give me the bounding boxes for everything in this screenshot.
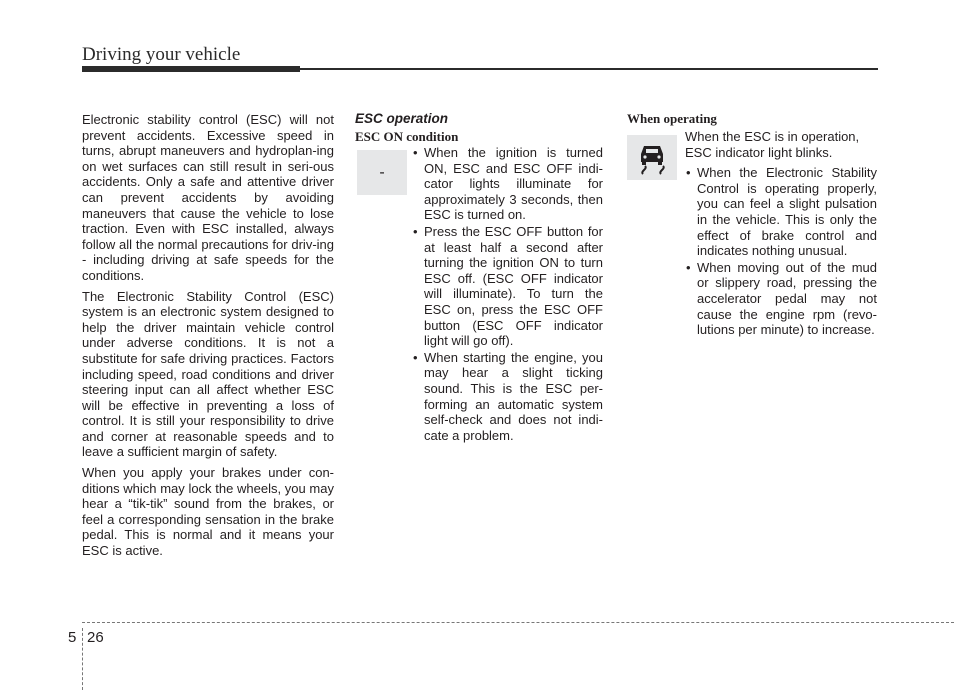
section-number: 5 [68, 629, 77, 646]
list-item: • When the Electronic Stability Control is operating properly, you can feel a slight pulsation in the vehicle. This is only the effect of brake control and indicates nothing unusual. [685, 165, 877, 259]
body-paragraph: When the ESC is in operation, ESC indicator light blinks. [685, 129, 860, 160]
list-item: • When starting the engine, you may hear a slight ticking sound. This is the ESC per-forming an automatic system self-check and does not indi-cate a problem. [412, 350, 603, 444]
middle-column [355, 111, 603, 146]
body-paragraph: Electronic stability control (ESC) will not prevent accidents. Excessive speed in turns, abrupt maneuvers and hydroplan-ing on wet surfaces can still result in seri-ous accidents. Only a safe and attentive driver can prevent accidents by avoiding maneuvers that cause the vehicle to lose traction. Even with ESC installed, always follow all the normal precautions for driv-ing - including driving at safe speeds for the conditions. [82, 112, 334, 283]
esc-skid-car-icon [634, 140, 670, 176]
right-column [627, 111, 877, 129]
page-header-title: Driving your vehicle [82, 44, 241, 65]
header-tab-bar [82, 66, 300, 72]
esc-off-indicator-placeholder [357, 150, 407, 195]
page-number: 26 [87, 629, 104, 646]
list-item: • Press the ESC OFF button for at least half a second after turning the ignition ON to turn ESC off. (ESC OFF indicator will illuminate). To turn the ESC on, press the ESC OFF button (ESC OFF indicator light will go off). [412, 224, 603, 349]
body-paragraph: When you apply your brakes under con-ditions which may lock the wheels, you may hear a “tik-tik” sound from the brakes, or feel a corresponding sensation in the brake pedal. This is normal and it means your ESC is active. [82, 465, 334, 559]
right-body [685, 129, 877, 339]
footer-rule [82, 622, 954, 623]
indicator-dash: - [379, 163, 385, 181]
body-paragraph: The Electronic Stability Control (ESC) system is an electronic system designed to help the driver maintain vehicle control under adverse conditions. It is not a substitute for safe driving practices. Factors including speed, road conditions and driver steering input can all affect whether ESC will be effective in preventing a loss of control. It is still your responsibility to drive and corner at reasonable speeds and to leave a sufficient margin of safety. [82, 288, 334, 460]
left-column [82, 112, 334, 564]
when-operating-heading: When operating [627, 111, 717, 126]
list-item: • When moving out of the mud or slippery road, pressing the accelerator pedal may not cause the engine rpm (revo-lutions per minute) to increase. [685, 260, 877, 338]
esc-on-condition-heading: ESC ON condition [355, 128, 459, 144]
middle-bullets [412, 145, 603, 444]
footer-divider [82, 628, 83, 690]
section-heading: ESC operation [355, 111, 449, 126]
list-item: • When the ignition is turned ON, ESC and ESC OFF indi-cator lights illuminate for approximately 3 seconds, then ESC is turned on. [412, 145, 603, 223]
esc-indicator-light [627, 135, 677, 180]
